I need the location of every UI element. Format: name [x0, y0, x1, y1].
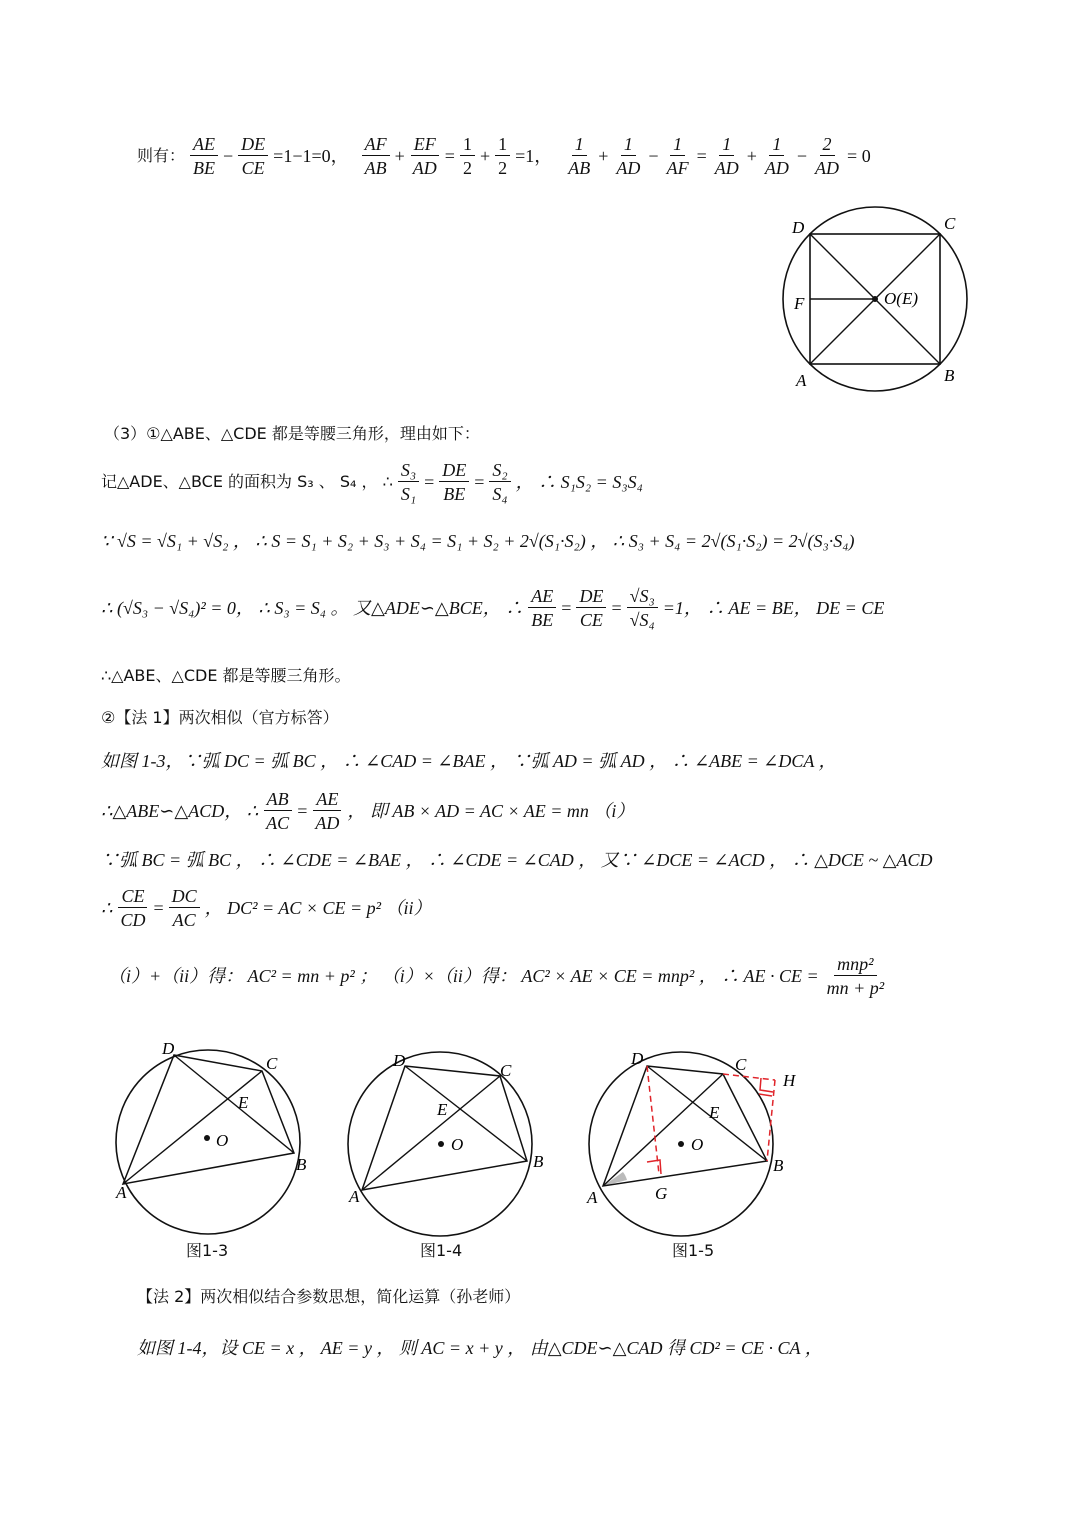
section-3-line-2: 记△ADE、△BCE 的面积为 S₃ 、 S₄ ， ∴ $\frac{\text{S₃}}{\text{S₁}}$ = $\frac{DE}{BE}$ = $\frac{\text{S₂}}{\text{S₄}}$ ， ∴ S₁S₂ = S₃S₄	[101, 460, 643, 504]
figure-1-4	[345, 1038, 565, 1248]
fraction: $\frac{\text{mnp²}}{\text{mn + p²}}$	[826, 954, 885, 998]
method-1-line-4: ∴ $\frac{CE}{CD}$ = $\frac{DC}{AC}$ ， DC² = AC × CE = p² （ii）	[101, 886, 432, 930]
figure-square-in-circle	[770, 205, 980, 405]
caption-figure-1-3: 图1-3	[186, 1241, 229, 1260]
label-E: E	[437, 1100, 448, 1119]
label-C: C	[266, 1054, 278, 1073]
figure-1-5	[583, 1038, 813, 1248]
fraction: $\frac{AF}{AB}$	[362, 135, 390, 177]
fraction: $\frac{DE}{BE}$	[439, 461, 469, 503]
fraction: $\frac{DE}{CE}$	[238, 135, 268, 177]
text: =1，	[515, 146, 553, 166]
fraction: $\frac{\text{S₃}}{\text{S₁}}$	[398, 461, 419, 503]
label-A: A	[349, 1187, 360, 1206]
label-D: D	[631, 1049, 644, 1068]
method-1-line-1: 如图 1-3，∵弧 DC = 弧 BC ， ∴ ∠CAD = ∠BAE ， ∵弧 AD = 弧 AD ， ∴ ∠ABE = ∠DCA ，	[101, 751, 837, 771]
text: = 0	[847, 146, 871, 166]
section-3-heading: （3）①△ABE、△CDE 都是等腰三角形，理由如下：	[104, 424, 480, 443]
method-2-line-1: 如图 1-4，设 CE = x ， AE = y ， 则 AC = x + y ， 由△CDE∽△CAD 得 CD² = CE · CA ，	[137, 1338, 823, 1358]
section-3-line-3: ∵ √S = √S₁ + √S₂ ， ∴ S = S₁ + S₂ + S₃ + S₄ = S₁ + S₂ + 2√(S₁·S₂) ， ∴ S₃ + S₄ = 2√(S₁·S₂) = 2√(S₃·S₄)	[101, 531, 855, 551]
label-O: O	[691, 1135, 704, 1154]
label-D: D	[162, 1039, 175, 1058]
fraction: $\frac{EF}{AD}$	[412, 134, 437, 178]
label-E: E	[238, 1093, 249, 1112]
label-B: B	[296, 1155, 307, 1174]
fraction: $\frac{AB}{AC}$	[263, 790, 292, 832]
fraction: $\frac{DE}{CE}$	[576, 587, 606, 629]
text: =1−1=0，	[273, 146, 349, 166]
fraction: $\frac{AE}{BE}$	[190, 135, 218, 177]
section-3-line-4: ∴ (√S₃ − √S₄)² = 0， ∴ S₃ = S₄ 。 又△ADE∽△BCE， ∴ $\frac{AE}{BE}$ = $\frac{DE}{CE}$ = $\frac{\text{√S₃}}{\text{√S₄}}$ =1， ∴ AE = BE， DE = CE	[101, 586, 885, 630]
label-D: D	[393, 1051, 406, 1070]
fraction: $\frac{1}{AF}$	[666, 134, 689, 178]
fraction: $\frac{1}{AD}$	[616, 134, 641, 178]
label-G: G	[655, 1184, 668, 1203]
label-A: A	[116, 1183, 127, 1202]
method-1-line-2: ∴△ABE∽△ACD， ∴ $\frac{AB}{AC}$ = $\frac{AE}{AD}$ ， 即 AB × AD = AC × AE = mn （i）	[101, 789, 635, 833]
fraction: $\frac{\text{S₂}}{\text{S₄}}$	[489, 461, 510, 503]
label-D: D	[792, 218, 805, 237]
method-1-line-3: ∵弧 BC = 弧 BC ， ∴ ∠CDE = ∠BAE ， ∴ ∠CDE = ∠CAD ， 又∵ ∠DCE = ∠ACD ， ∴ △DCE ~ △ACD	[101, 850, 933, 870]
label-O: O	[451, 1135, 464, 1154]
fraction: $\frac{1}{AB}$	[568, 134, 591, 178]
label-B: B	[944, 366, 955, 385]
label-B: B	[773, 1156, 784, 1175]
label-H: H	[783, 1071, 796, 1090]
fraction: $\frac{DC}{AC}$	[169, 887, 200, 929]
label-C: C	[944, 214, 956, 233]
label-E: E	[709, 1103, 720, 1122]
fraction: $\frac{1}{2}$	[460, 135, 475, 177]
label-O: O	[216, 1131, 229, 1150]
fraction: $\frac{1}{AD}$	[714, 134, 739, 178]
label-B: B	[533, 1152, 544, 1171]
fraction: $\frac{CE}{CD}$	[120, 886, 146, 930]
equation-line-1: 则有： $\frac{AE}{BE}$ − $\frac{DE}{CE}$ =1−1=0， $\frac{AF}{AB}$ + $\frac{EF}{AD}$ = $\frac{1}{2}$ + $\frac{1}{2}$ =1， $\frac{1}{AB}$ + $\frac{1}{AD}$ − $\frac{1}{AF}$ = $\frac{1}{AD}$ + $\frac{1}{AD}$ − $\frac{2}{AD}$ = 0	[137, 134, 871, 178]
label-A: A	[587, 1188, 598, 1207]
fraction: $\frac{1}{2}$	[495, 135, 510, 177]
figure-1-3	[108, 1038, 328, 1248]
label-O: O(E)	[884, 289, 918, 308]
fraction: $\frac{2}{AD}$	[815, 134, 840, 178]
fraction: $\frac{AE}{AD}$	[315, 789, 340, 833]
label-C: C	[735, 1055, 747, 1074]
method-1-line-5: （i）+（ii）得： AC² = mn + p² ； （i）×（ii）得： AC² × AE × CE = mnp² ， ∴ AE · CE = $\frac{\text{mnp²}}{\text{mn + p²}}$	[108, 955, 892, 997]
method-2-heading: 【法 2】两次相似结合参数思想，简化运算（孙老师）	[137, 1287, 521, 1306]
fraction: $\frac{\text{√S₃}}{\text{√S₄}}$	[627, 587, 658, 629]
fraction: $\frac{AE}{BE}$	[528, 587, 556, 629]
method-1-heading: ②【法 1】两次相似（官方标答）	[101, 708, 339, 727]
label-C: C	[500, 1061, 512, 1080]
caption-figure-1-4: 图1-4	[420, 1241, 463, 1260]
label-A: A	[796, 371, 807, 390]
label-F: F	[794, 294, 805, 313]
fraction: $\frac{1}{AD}$	[764, 134, 789, 178]
section-3-conclusion: ∴△ABE、△CDE 都是等腰三角形。	[101, 666, 351, 685]
caption-figure-1-5: 图1-5	[672, 1241, 715, 1260]
text: 则有：	[137, 146, 186, 165]
